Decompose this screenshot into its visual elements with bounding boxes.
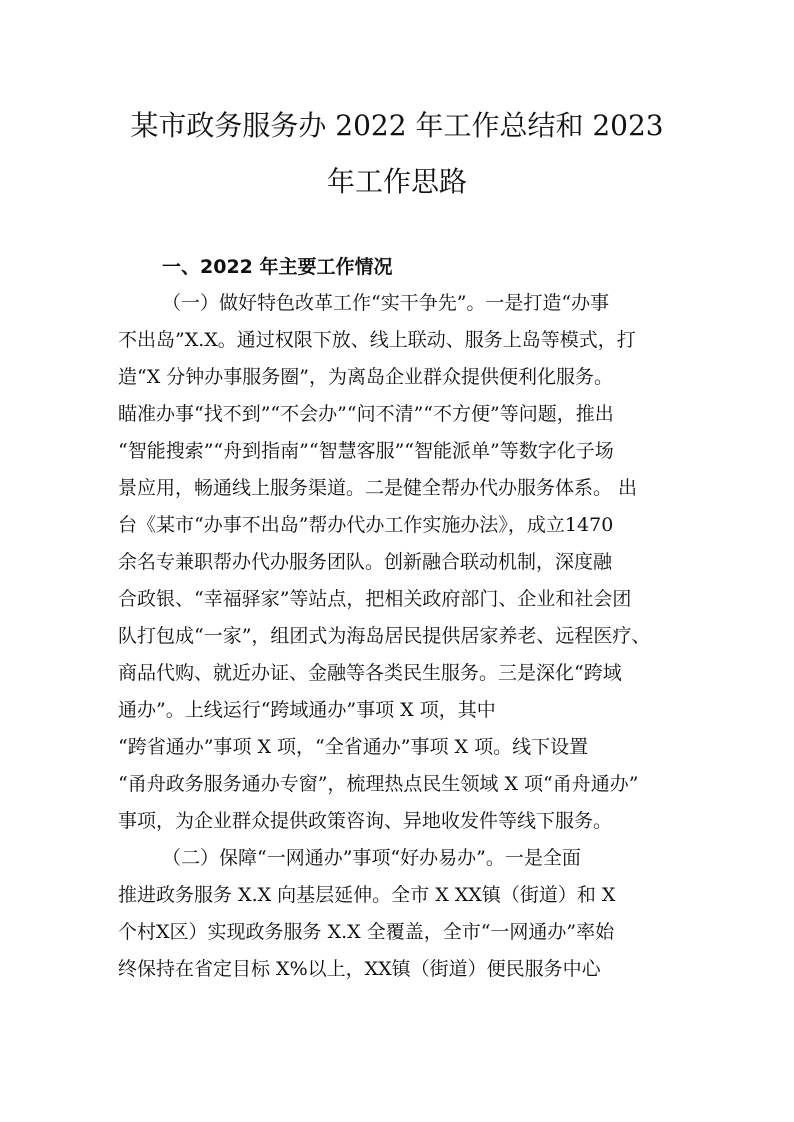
paragraph-line: 通办”。上线运行“跨域通办”事项 X 项，其中 <box>118 699 496 721</box>
paragraph-line: “智能搜索”“舟到指南”“智慧客服”“智能派单”等数字化子场 <box>118 440 614 462</box>
paragraph-line: （一）做好特色改革工作“实干争先”。一是打造“办事 <box>162 292 610 314</box>
paragraph-line: 台《某市“办事不出岛”帮办代办工作实施办法》，成立1470 <box>118 514 614 536</box>
paragraph-line: 商品代购、就近办证、金融等各类民生服务。三是深化“跨域 <box>118 662 622 684</box>
document-title-line-2: 年工作思路 <box>326 165 467 198</box>
paragraph-line: 个村X区）实现政务服务 X.X 全覆盖，全市“一网通办”率始 <box>118 921 615 943</box>
paragraph-line: 终保持在省定目标 X%以上，XX镇（街道）便民服务中心 <box>118 958 601 980</box>
paragraph-line: “跨省通办”事项 X 项，“全省通办”事项 X 项。线下设置 <box>118 736 589 758</box>
paragraph-line: 余名专兼职帮办代办服务团队。创新融合联动机制，深度融 <box>118 551 613 573</box>
paragraph-line: 瞄准办事“找不到”“不会办”“问不清”“不方便”等问题，推出 <box>118 403 614 425</box>
paragraph-line: 合政银、“幸福驿家”等站点，把相关政府部门、企业和社会团 <box>118 588 632 610</box>
paragraph-line: 景应用，畅通线上服务渠道。二是健全帮办代办服务体系。 出 <box>118 477 638 499</box>
paragraph-line: 造“X 分钟办事服务圈”，为离岛企业群众提供便利化服务。 <box>118 366 613 388</box>
paragraph-line: 推进政务服务 X.X 向基层延伸。全市 X XX镇（街道）和 X <box>118 884 616 906</box>
paragraph-line: 队打包成“一家”，组团式为海岛居民提供居家养老、远程医疗、 <box>118 625 651 647</box>
document-title-line-1: 某市政务服务办 2022 年工作总结和 2023 <box>130 109 664 142</box>
paragraph-line: 不出岛”X.X。通过权限下放、线上联动、服务上岛等模式，打 <box>118 329 636 351</box>
paragraph-line: “甬舟政务服务通办专窗”，梳理热点民生领域 X 项“甬舟通办” <box>118 773 639 795</box>
paragraph-line: 事项，为企业群众提供政策咨询、异地收发件等线下服务。 <box>118 810 613 832</box>
paragraph-line: （二）保障“一网通办”事项“好办易办”。一是全面 <box>162 847 581 869</box>
section-heading-main-work: 一、2022 年主要工作情况 <box>162 256 393 278</box>
